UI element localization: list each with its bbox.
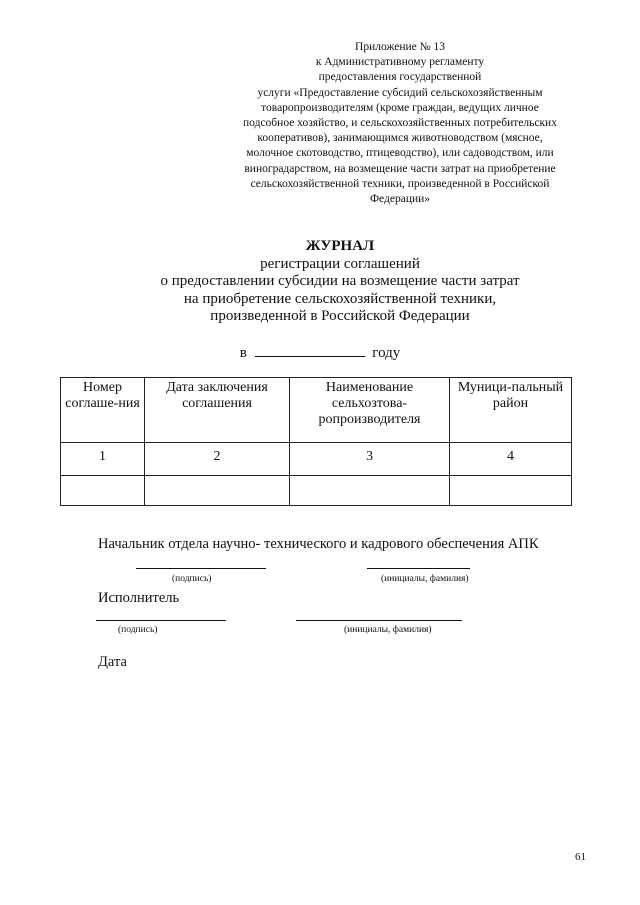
head-signature-line[interactable] bbox=[136, 568, 266, 569]
head-initials-line[interactable] bbox=[367, 568, 470, 569]
journal-heading: ЖУРНАЛ bbox=[305, 238, 375, 254]
head-initials-caption: (инициалы, фамилия) bbox=[381, 574, 469, 584]
page-number: 61 bbox=[575, 851, 586, 863]
appendix-line: виноградарством, на возмещение части затрат на приобретение bbox=[244, 162, 556, 175]
header-cell bbox=[145, 378, 290, 443]
year-blank-field[interactable] bbox=[255, 344, 365, 357]
journal-subtitle-line: о предоставлении субсидии на возмещение части затрат bbox=[160, 273, 520, 289]
appendix-line: кооперативов), занимающимся животноводством (мясное, bbox=[257, 132, 543, 145]
executor-signature-line[interactable] bbox=[96, 620, 226, 621]
appendix-line: Приложение № 13 bbox=[355, 41, 445, 53]
appendix-line: подсобное хозяйство, и сельскохозяйственных потребительских bbox=[243, 117, 557, 130]
head-of-department-title: Начальник отдела научно- технического и кадрового обеспечения АПК bbox=[98, 536, 539, 552]
table-header-row bbox=[61, 378, 572, 443]
appendix-line: услуги «Предоставление субсидий сельскохозяйственным bbox=[257, 86, 543, 99]
executor-initials-line[interactable] bbox=[296, 620, 462, 621]
executor-label: Исполнитель bbox=[98, 590, 180, 606]
registration-table bbox=[60, 377, 572, 506]
header-cell bbox=[290, 378, 450, 443]
year-prefix: в bbox=[239, 345, 247, 361]
header-producer-name: Наименование сельхозтова-ропроизводителя bbox=[318, 380, 421, 427]
appendix-line: Федерации» bbox=[369, 193, 431, 206]
header-agreement-number: Номер соглаше-ния bbox=[65, 380, 140, 411]
column-number-row bbox=[61, 443, 572, 476]
column-number-cell: 3 bbox=[290, 443, 450, 476]
column-number-cell: 1 bbox=[61, 443, 145, 476]
empty-cell[interactable] bbox=[61, 476, 145, 506]
appendix-line: предоставления государственной bbox=[318, 71, 482, 84]
executor-signature-caption: (подпись) bbox=[118, 625, 158, 635]
year-line bbox=[0, 344, 640, 362]
header-cell bbox=[61, 378, 145, 443]
journal-title-block bbox=[60, 238, 620, 326]
head-signature-caption: (подпись) bbox=[172, 574, 212, 584]
appendix-line: к Административному регламенту bbox=[315, 56, 485, 69]
column-number-cell: 4 bbox=[450, 443, 572, 476]
empty-cell[interactable] bbox=[450, 476, 572, 506]
empty-cell[interactable] bbox=[290, 476, 450, 506]
journal-subtitle-line: на приобретение сельскохозяйственной техники, bbox=[183, 290, 497, 307]
year-suffix: году bbox=[372, 345, 401, 361]
date-label: Дата bbox=[98, 654, 127, 670]
journal-subtitle-line: регистрации соглашений bbox=[260, 255, 420, 272]
table-row bbox=[61, 476, 572, 506]
header-municipal-district: Муници-пальный район bbox=[457, 380, 564, 411]
appendix-line: молочное скотоводство, птицеводство), или садоводством, или bbox=[246, 147, 554, 160]
header-agreement-date: Дата заключения соглашения bbox=[166, 380, 268, 411]
header-cell bbox=[450, 378, 572, 443]
appendix-header bbox=[210, 40, 590, 207]
column-number-cell: 2 bbox=[145, 443, 290, 476]
journal-subtitle-line: произведенной в Российской Федерации bbox=[210, 308, 470, 324]
executor-initials-caption: (инициалы, фамилия) bbox=[344, 625, 432, 635]
empty-cell[interactable] bbox=[145, 476, 290, 506]
appendix-line: товаропроизводителям (кроме граждан, ведущих личное bbox=[261, 101, 539, 114]
appendix-line: сельскохозяйственной техники, произведенной в Российской bbox=[250, 177, 550, 190]
